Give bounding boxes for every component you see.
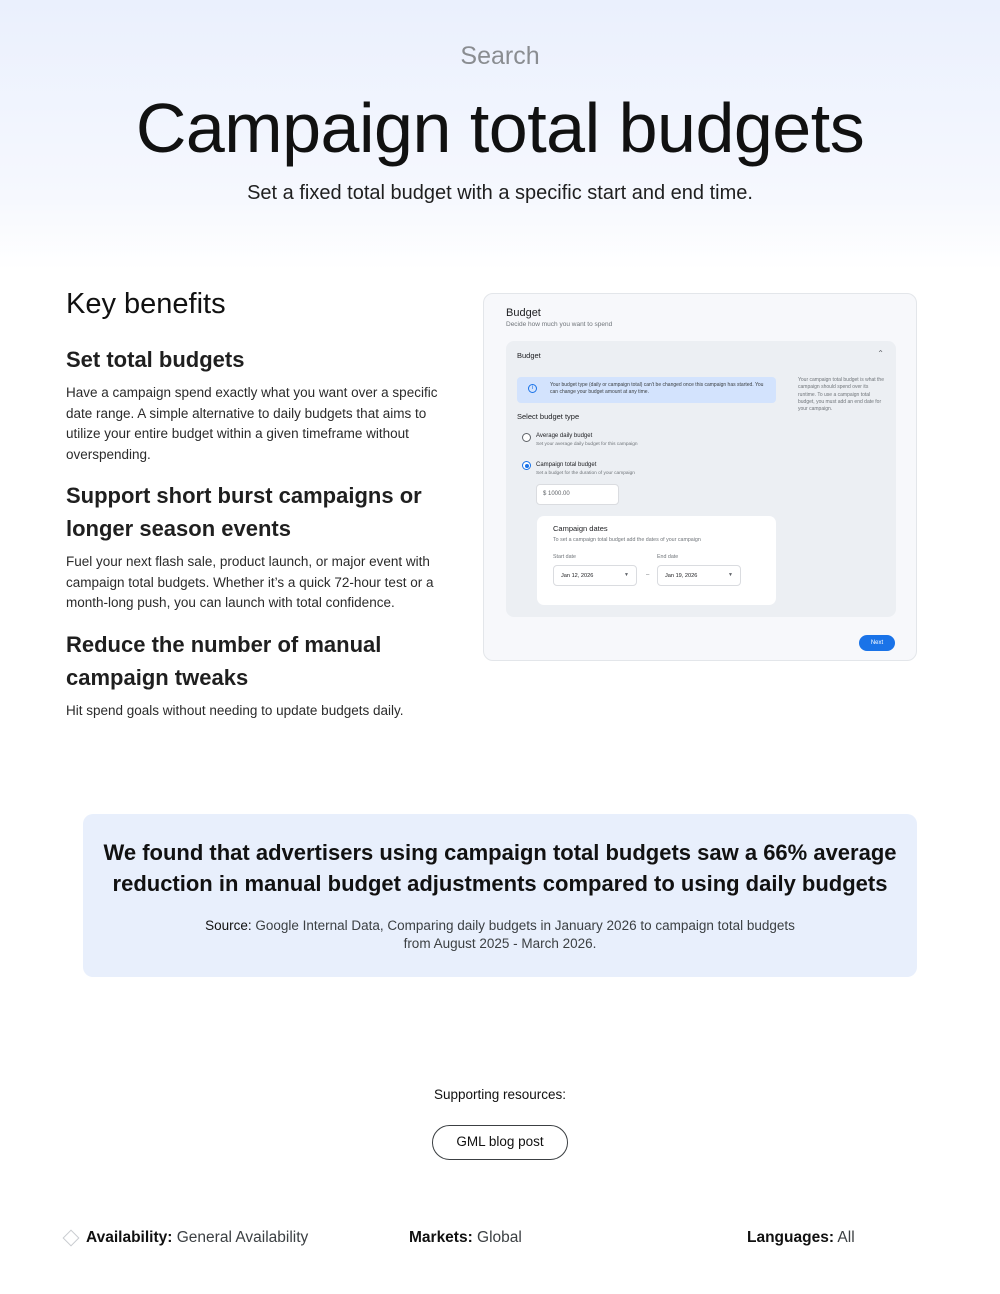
info-banner (517, 377, 776, 403)
campaign-dates-card (537, 516, 776, 605)
availability-info (86, 1229, 308, 1247)
next-button: Next (859, 635, 895, 651)
supporting-resources-label: Supporting resources: (433, 1087, 567, 1102)
key-benefits-heading: Key benefits (66, 288, 226, 320)
radio-average-daily (522, 433, 531, 442)
radio-campaign-total (522, 461, 531, 470)
budget-side-note: Your campaign total budget is what the campaign should spend over its runtime. To use a campaign total budget, you must add an end date for your campaign. (798, 377, 884, 413)
source-text: Google Internal Data, Comparing daily budgets in January 2026 to campaign total budgets from August 2025 - March 2026. (251, 918, 795, 951)
start-date-field (553, 565, 637, 586)
end-date-field (657, 565, 741, 586)
budget-panel-title: Budget (517, 351, 541, 360)
benefit-text: Fuel your next flash sale, product launch, or major event with campaign total budgets. Whether it’s a quick 72-hour test or a month-long push, you can launch with total confidence. (66, 554, 434, 610)
option-label: Average daily budget (536, 433, 593, 439)
benefit-title: Set total budgets (66, 347, 245, 372)
gml-blog-post-button[interactable]: GML blog post (432, 1125, 568, 1160)
budget-panel (506, 341, 896, 617)
page-title: Campaign total budgets (135, 89, 865, 167)
campaign-dates-description: To set a campaign total budget add the dates of your campaign (553, 537, 701, 543)
category-eyebrow: Search (460, 42, 540, 70)
key-benefits-section (66, 288, 446, 735)
stat-headline: We found that advertisers using campaign total budgets saw a 66% average reduction in manual budget adjustments compared to using daily budgets (103, 840, 897, 896)
benefit-title: Support short burst campaigns or longer season events (66, 483, 422, 541)
budget-amount-field: $ 1000.00 (536, 484, 619, 505)
availability-label: Availability: (86, 1229, 173, 1246)
date-range-dash: – (646, 572, 650, 578)
end-date-value: Jan 19, 2026 (665, 573, 698, 579)
info-icon: i (528, 384, 537, 393)
benefit-title: Reduce the number of manual campaign tweaks (66, 631, 382, 690)
languages-info (747, 1229, 855, 1247)
budget-type-label: Select budget type (517, 412, 580, 421)
campaign-dates-title: Campaign dates (553, 524, 608, 533)
start-date-label: Start date (553, 554, 576, 560)
start-date-value: Jan 12, 2026 (561, 573, 594, 579)
benefit-text: Hit spend goals without needing to update budgets daily. (66, 702, 404, 718)
budget-card-title: Budget (506, 307, 541, 319)
stat-source (200, 917, 800, 952)
stat-callout (83, 814, 917, 977)
option-description: Set your average daily budget for this campaign (536, 442, 638, 447)
languages-label: Languages: (747, 1229, 834, 1246)
option-description: Set a budget for the duration of your campaign (536, 471, 635, 476)
diamond-icon (63, 1230, 80, 1247)
budget-settings-screenshot (483, 293, 917, 661)
benefit-text: Have a campaign spend exactly what you want over a specific date range. A simple alternative to daily budgets that aims to utilize your entire budget within a given timeframe without overspending. (66, 385, 438, 462)
markets-info (409, 1229, 522, 1247)
page-subtitle: Set a fixed total budget with a specific start and end time. (247, 182, 753, 204)
info-banner-text: Your budget type (daily or campaign total) can't be changed once this campaign has started. You can change your budget amount at any time. (550, 382, 764, 395)
chevron-up-icon: ⌃ (877, 349, 884, 358)
option-label: Campaign total budget (536, 462, 597, 468)
markets-value: Global (472, 1229, 522, 1246)
dropdown-caret-icon: ▼ (728, 572, 733, 578)
source-label: Source: (205, 918, 252, 933)
markets-label: Markets: (409, 1229, 473, 1246)
languages-value: All (833, 1229, 855, 1246)
end-date-label: End date (657, 554, 679, 560)
availability-value: General Availability (172, 1229, 309, 1246)
budget-card-subtitle: Decide how much you want to spend (506, 321, 613, 328)
dropdown-caret-icon: ▼ (624, 572, 629, 578)
